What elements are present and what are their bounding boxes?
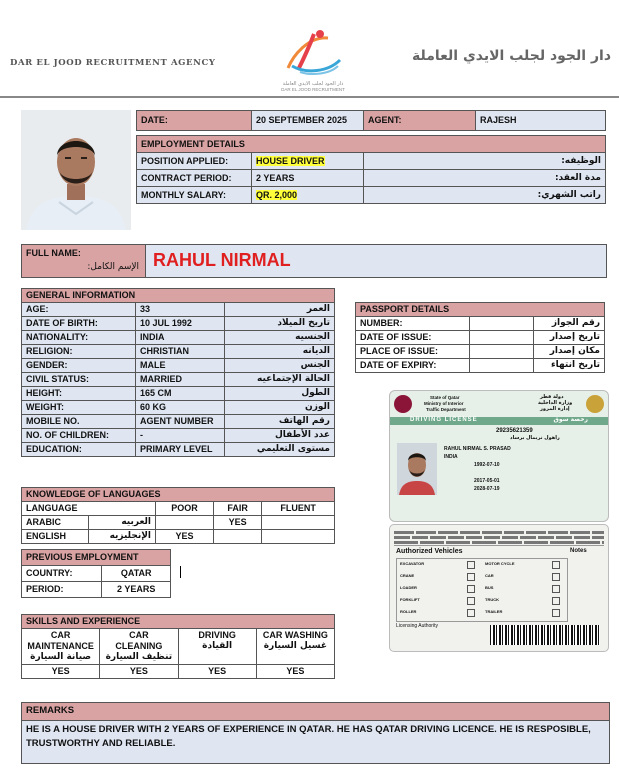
prev-period-label: PERIOD: bbox=[22, 582, 102, 598]
license-vehicle-checkbox bbox=[467, 561, 475, 569]
license-vehicle-checkbox bbox=[552, 597, 560, 605]
moi-emblem-icon bbox=[586, 395, 604, 413]
lang-header-language: LANGUAGE bbox=[22, 502, 156, 516]
language-name: ENGLISH bbox=[22, 530, 89, 544]
license-vehicle-checkbox bbox=[467, 585, 475, 593]
general-info-label: MOBILE NO. bbox=[22, 415, 136, 429]
skill-name: CAR bbox=[129, 630, 149, 640]
employment-details-title: EMPLOYMENT DETAILS bbox=[137, 136, 606, 153]
skill-value: YES bbox=[256, 665, 334, 679]
general-info-value: PRIMARY LEVEL bbox=[136, 443, 225, 457]
skill-name-2: CLEANING bbox=[115, 641, 163, 651]
skill-name-ar: غسيل السيارة bbox=[263, 641, 328, 651]
license-name: RAHUL NIRMAL S. PRASAD bbox=[444, 446, 511, 452]
logo-caption-en: DAR EL JOOD RECRUITMENT bbox=[281, 87, 345, 92]
general-info-value: MARRIED bbox=[136, 373, 225, 387]
language-row bbox=[22, 516, 335, 530]
general-info-label: DATE OF BIRTH: bbox=[22, 317, 136, 331]
license-validity: 2028-07-19 bbox=[474, 486, 500, 492]
skill-name: DRIVING bbox=[198, 630, 236, 640]
lang-header-fair: FAIR bbox=[214, 502, 262, 516]
license-state-en: State of Qatar bbox=[430, 395, 460, 400]
general-info-label-ar: مستوى التعليمي bbox=[225, 443, 335, 457]
general-info-label: CIVIL STATUS: bbox=[22, 373, 136, 387]
contract-value: 2 YEARS bbox=[252, 170, 364, 187]
license-back-sign: Licensing Authority bbox=[396, 623, 438, 629]
header-divider bbox=[0, 96, 619, 98]
general-info-row bbox=[22, 331, 335, 345]
passport-label-ar: مكان إصدار bbox=[534, 345, 605, 359]
license-number: 29235621359 bbox=[496, 428, 533, 434]
language-name-ar: العربيه bbox=[89, 516, 156, 530]
previous-employment-table bbox=[21, 549, 171, 598]
passport-row bbox=[356, 331, 605, 345]
license-vehicle: LOADER bbox=[400, 585, 417, 590]
skill-header bbox=[256, 629, 334, 665]
remarks-box bbox=[21, 702, 610, 764]
general-info-value: 10 JUL 1992 bbox=[136, 317, 225, 331]
license-vehicle-checkbox bbox=[467, 609, 475, 617]
license-vehicle: CAR bbox=[485, 573, 494, 578]
license-nat: INDIA bbox=[444, 454, 458, 460]
license-vehicle-checkbox bbox=[552, 609, 560, 617]
skill-name: CAR WASHING bbox=[262, 630, 328, 640]
license-ministry-en: Ministry of Interior bbox=[424, 401, 464, 406]
skills-table bbox=[21, 614, 335, 679]
general-info-label-ar: الوزن bbox=[225, 401, 335, 415]
general-info-value: MALE bbox=[136, 359, 225, 373]
general-info-label-ar: عدد الأطفال bbox=[225, 429, 335, 443]
license-vehicle: ROLLER bbox=[400, 609, 417, 614]
position-label-ar: الوظيفه: bbox=[364, 153, 606, 170]
language-fair bbox=[214, 530, 262, 544]
general-info-label: EDUCATION: bbox=[22, 443, 136, 457]
employment-table bbox=[136, 110, 606, 204]
general-info-label: NATIONALITY: bbox=[22, 331, 136, 345]
general-info-label: GENDER: bbox=[22, 359, 136, 373]
date-label: DATE: bbox=[137, 111, 252, 131]
license-back-authorized: Authorized Vehicles bbox=[396, 548, 463, 555]
passport-value bbox=[470, 331, 534, 345]
general-info-label-ar: الجنسيه bbox=[225, 331, 335, 345]
general-info-label: RELIGION: bbox=[22, 345, 136, 359]
salary-label-ar: راتب الشهري: bbox=[364, 187, 606, 204]
full-name-value: RAHUL NIRMAL bbox=[153, 250, 291, 270]
skill-header bbox=[22, 629, 100, 665]
license-dob: 1992-07-10 bbox=[474, 462, 500, 468]
agent-label: AGENT: bbox=[364, 111, 476, 131]
license-vehicle-grid bbox=[396, 558, 568, 622]
general-info-label-ar: الطول bbox=[225, 387, 335, 401]
license-banner bbox=[390, 417, 608, 425]
prev-country-value: QATAR bbox=[102, 566, 171, 582]
agency-name-en: DAR EL JOOD RECRUITMENT AGENCY bbox=[10, 58, 216, 68]
salary-label: MONTHLY SALARY: bbox=[137, 187, 252, 204]
skill-name-ar: تنظيف السيارة bbox=[105, 652, 173, 662]
general-info-row bbox=[22, 415, 335, 429]
contract-label-ar: مدة العقد: bbox=[364, 170, 606, 187]
license-vehicle: FORKLIFT bbox=[400, 597, 420, 602]
position-cell bbox=[252, 153, 364, 170]
logo-caption-ar: دار الجود لجلب الايدي العاملة bbox=[282, 81, 344, 87]
general-info-label-ar: الجنس bbox=[225, 359, 335, 373]
salary-cell bbox=[252, 187, 364, 204]
lang-header-fluent: FLUENT bbox=[262, 502, 335, 516]
skill-name-2: MAINTENANCE bbox=[27, 641, 94, 651]
general-info-label-ar: رقم الهاتف bbox=[225, 415, 335, 429]
general-info-label: AGE: bbox=[22, 303, 136, 317]
passport-label: NUMBER: bbox=[356, 317, 470, 331]
text-cursor bbox=[180, 566, 181, 578]
license-vehicle: TRAILER bbox=[485, 609, 503, 614]
license-name-ar: راهول نربمال برساد bbox=[510, 435, 560, 441]
language-row bbox=[22, 530, 335, 544]
general-info-label-ar: العمر bbox=[225, 303, 335, 317]
license-vehicle: CRANE bbox=[400, 573, 415, 578]
position-value: HOUSE DRIVER bbox=[256, 155, 325, 166]
full-name-label: FULL NAME: bbox=[26, 248, 81, 258]
agency-logo bbox=[278, 26, 348, 96]
license-vehicle-checkbox bbox=[467, 573, 475, 581]
skill-name: CAR bbox=[50, 630, 71, 640]
license-state-ar: دولة قطر bbox=[540, 394, 564, 400]
driving-license-back bbox=[389, 524, 609, 652]
general-info-value: 33 bbox=[136, 303, 225, 317]
salary-value: QR. 2,000 bbox=[256, 189, 298, 200]
passport-row bbox=[356, 359, 605, 373]
license-vehicle: MOTOR CYCLE bbox=[485, 561, 515, 566]
general-info-label-ar: الديانه bbox=[225, 345, 335, 359]
general-info-label: WEIGHT: bbox=[22, 401, 136, 415]
date-value: 20 SEPTEMBER 2025 bbox=[252, 111, 364, 131]
languages-title: KNOWLEDGE OF LANGUAGES bbox=[22, 488, 335, 502]
general-info-label-ar: تاريخ الميلاد bbox=[225, 317, 335, 331]
license-vehicle-checkbox bbox=[467, 597, 475, 605]
license-banner-ar: رخصة سوق bbox=[553, 416, 588, 423]
passport-row bbox=[356, 317, 605, 331]
general-info-row bbox=[22, 345, 335, 359]
applicant-photo bbox=[21, 110, 131, 230]
general-info-row bbox=[22, 359, 335, 373]
general-info-value: 60 KG bbox=[136, 401, 225, 415]
general-info-row bbox=[22, 443, 335, 457]
skill-header bbox=[100, 629, 178, 665]
license-back-text bbox=[394, 529, 604, 546]
passport-table bbox=[355, 302, 605, 373]
agent-value: RAJESH bbox=[476, 111, 606, 131]
general-info-value: - bbox=[136, 429, 225, 443]
remarks-text: HE IS A HOUSE DRIVER WITH 2 YEARS OF EXPERIENCE IN QATAR. HE HAS QATAR DRIVING LICENCE. HE IS RESPOSIBLE, TRUSTWORTHY AND RELIABLE. bbox=[26, 724, 591, 749]
previous-title: PREVIOUS EMPLOYMENT bbox=[22, 550, 171, 566]
driving-license-front bbox=[389, 390, 609, 522]
general-info-label-ar: الحالة الإجتماعيه bbox=[225, 373, 335, 387]
passport-label-ar: رقم الجواز bbox=[534, 317, 605, 331]
full-name-box bbox=[21, 244, 607, 278]
license-barcode bbox=[490, 625, 600, 645]
agency-name-ar: دار الجود لجلب الايدي العاملة bbox=[411, 48, 611, 64]
language-poor: YES bbox=[156, 530, 214, 544]
license-vehicle-checkbox bbox=[552, 561, 560, 569]
license-vehicle-checkbox bbox=[552, 585, 560, 593]
language-poor bbox=[156, 516, 214, 530]
language-name-ar: الإنجليزيه bbox=[89, 530, 156, 544]
qatar-emblem-icon bbox=[394, 395, 412, 413]
general-info-value: AGENT NUMBER bbox=[136, 415, 225, 429]
language-fluent bbox=[262, 530, 335, 544]
license-vehicle-checkbox bbox=[552, 573, 560, 581]
general-info-title: GENERAL INFORMATION bbox=[22, 289, 335, 303]
skill-header bbox=[178, 629, 256, 665]
license-back-notes: Notes bbox=[570, 548, 587, 554]
general-info-row bbox=[22, 373, 335, 387]
passport-label: PLACE OF ISSUE: bbox=[356, 345, 470, 359]
language-fair: YES bbox=[214, 516, 262, 530]
general-info-row bbox=[22, 401, 335, 415]
passport-row bbox=[356, 345, 605, 359]
skills-title: SKILLS AND EXPERIENCE bbox=[22, 615, 335, 629]
position-label: POSITION APPLIED: bbox=[137, 153, 252, 170]
license-dept-en: Traffic Department bbox=[426, 407, 466, 412]
license-first-issue: 2017-05-01 bbox=[474, 478, 500, 484]
lang-header-poor: POOR bbox=[156, 502, 214, 516]
remarks-title: REMARKS bbox=[22, 703, 609, 721]
skill-value: YES bbox=[22, 665, 100, 679]
skill-name-ar: القيادة bbox=[202, 641, 233, 651]
general-info-table bbox=[21, 288, 335, 457]
language-name: ARABIC bbox=[22, 516, 89, 530]
license-vehicle: TRUCK bbox=[485, 597, 499, 602]
skill-value: YES bbox=[100, 665, 178, 679]
license-banner-en: DRIVING LICENSE bbox=[410, 417, 478, 423]
general-info-row bbox=[22, 429, 335, 443]
passport-label-ar: تاريخ إصدار bbox=[534, 331, 605, 345]
general-info-row bbox=[22, 303, 335, 317]
passport-value bbox=[470, 345, 534, 359]
passport-value bbox=[470, 317, 534, 331]
general-info-row bbox=[22, 387, 335, 401]
skill-value: YES bbox=[178, 665, 256, 679]
passport-title: PASSPORT DETAILS bbox=[356, 303, 605, 317]
passport-label-ar: تاريخ انتهاء bbox=[534, 359, 605, 373]
general-info-label: NO. OF CHILDREN: bbox=[22, 429, 136, 443]
language-fluent bbox=[262, 516, 335, 530]
general-info-label: HEIGHT: bbox=[22, 387, 136, 401]
prev-period-value: 2 YEARS bbox=[102, 582, 171, 598]
general-info-value: INDIA bbox=[136, 331, 225, 345]
general-info-value: CHRISTIAN bbox=[136, 345, 225, 359]
passport-value bbox=[470, 359, 534, 373]
license-ministry-ar: وزارة الداخلية bbox=[538, 400, 573, 406]
skill-name-ar: صيانة السيارة bbox=[30, 652, 92, 662]
contract-label: CONTRACT PERIOD: bbox=[137, 170, 252, 187]
full-name-label-ar: الإسم الكامل: bbox=[87, 262, 139, 272]
prev-country-label: COUNTRY: bbox=[22, 566, 102, 582]
license-vehicle: BUS bbox=[485, 585, 494, 590]
license-photo bbox=[397, 443, 437, 495]
general-info-value: 165 CM bbox=[136, 387, 225, 401]
license-vehicle: EXCAVATOR bbox=[400, 561, 425, 566]
languages-table bbox=[21, 487, 335, 544]
passport-label: DATE OF ISSUE: bbox=[356, 331, 470, 345]
general-info-row bbox=[22, 317, 335, 331]
license-fields bbox=[444, 445, 511, 493]
full-name-label-box bbox=[22, 245, 146, 277]
license-dept-ar: إدارة المرور bbox=[540, 406, 570, 412]
passport-label: DATE OF EXPIRY: bbox=[356, 359, 470, 373]
agency-logo-icon bbox=[278, 26, 348, 76]
